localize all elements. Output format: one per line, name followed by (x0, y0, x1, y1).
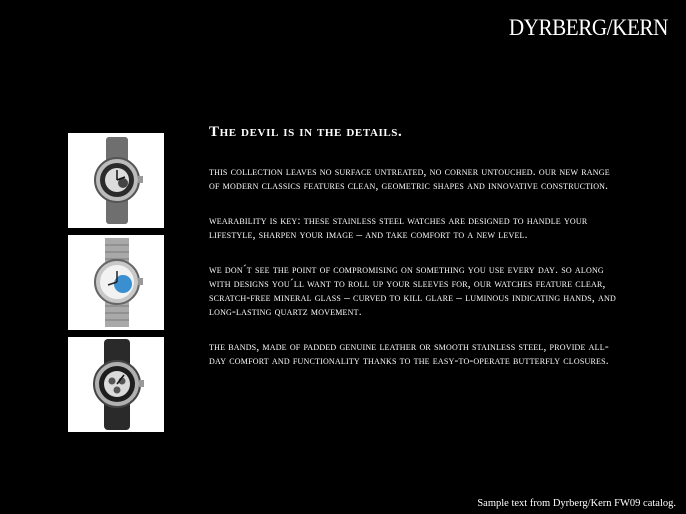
watch-thumbnail-1[interactable] (68, 133, 164, 228)
article (209, 124, 619, 389)
product-thumbnails (68, 133, 164, 439)
article-paragraph-4: the bands, made of padded genuine leather or smooth stainless steel, provide all-day comfort and functionality thanks to the easy-to-operate butterfly closures. (209, 341, 609, 367)
watch-steel-bracelet-icon (68, 235, 164, 330)
article-paragraph-1: this collection leaves no surface untreated, no corner untouched. our new range of modern classics features clean, geometric shapes and innovative construction. (209, 166, 610, 192)
footer-caption: Sample text from Dyrberg/Kern FW09 catalog. (477, 498, 676, 509)
article-paragraph-2: wearability is key: these stainless steel watches are designed to handle your lifestyle, sharpen your image – and take comfort to a new level. (209, 215, 588, 241)
watch-leather-strap-icon (68, 133, 164, 228)
watch-rubber-strap-icon (68, 337, 164, 432)
watch-thumbnail-2[interactable] (68, 235, 164, 330)
watch-thumbnail-3[interactable] (68, 337, 164, 432)
article-paragraph-3: we don´t see the point of compromising on something you use every day. so along with designs you´ll want to roll up your sleeves for, our watches feature clear, scratch-free mineral glass – curved to kill glare – luminous indicating hands, and long-lasting quartz movement. (209, 264, 616, 318)
brand-logo: DYRBERG/KERN (508, 15, 668, 40)
article-heading: The devil is in the details. (209, 124, 403, 140)
